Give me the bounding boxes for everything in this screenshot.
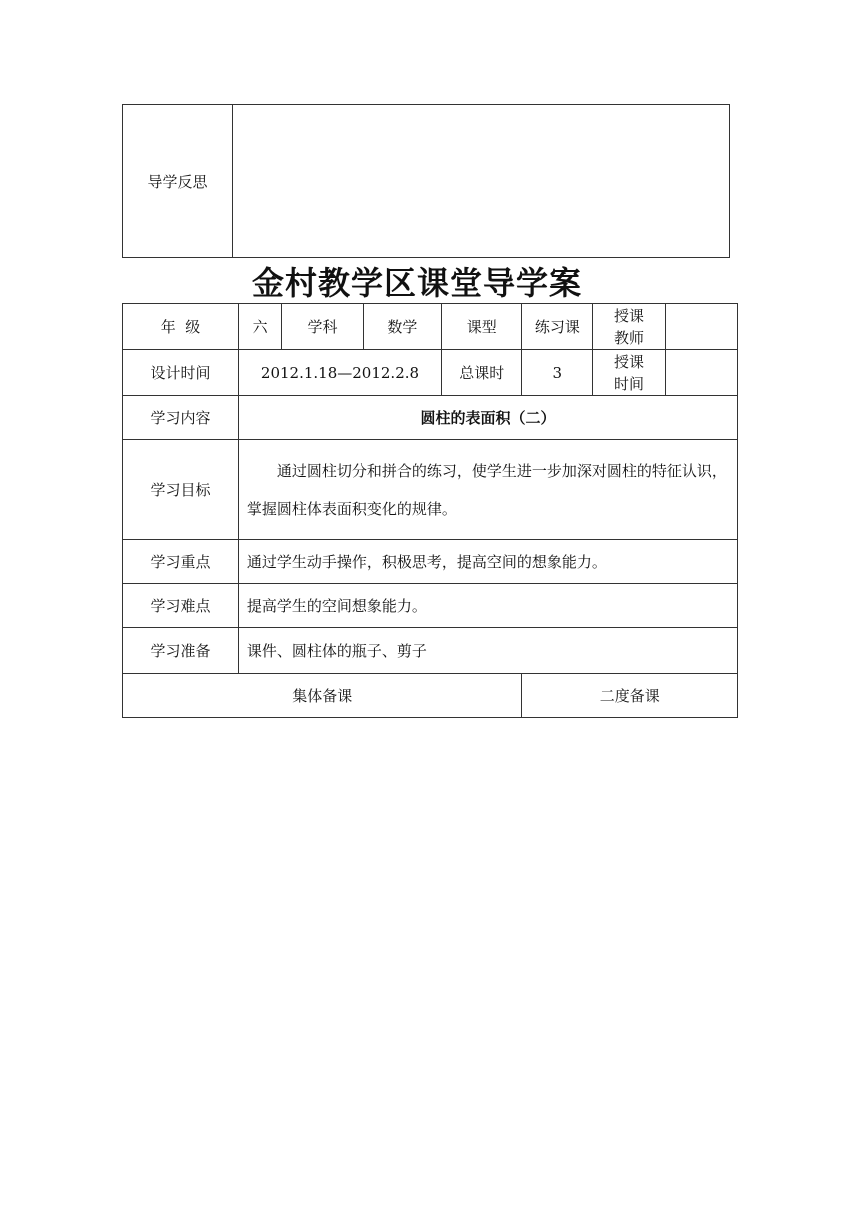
class-time-value [665, 350, 737, 396]
content-value: 圆柱的表面积（二） [238, 396, 737, 440]
difficulty-row [123, 584, 738, 628]
reflection-content [233, 105, 730, 258]
content-row [123, 396, 738, 440]
prep-label: 学习准备 [123, 628, 239, 674]
total-hours-label: 总课时 [442, 350, 522, 396]
reflection-label: 导学反思 [123, 105, 233, 258]
reflection-table [122, 104, 730, 258]
goal-row [123, 440, 738, 540]
prep-row [123, 628, 738, 674]
info-row-2 [123, 350, 738, 396]
grade-value: 六 [238, 304, 281, 350]
footer-row [123, 674, 738, 718]
class-time-label [593, 350, 666, 396]
goal-label: 学习目标 [123, 440, 239, 540]
info-row-1 [123, 304, 738, 350]
page-title: 金村教学区课堂导学案 [251, 264, 582, 302]
grade-label: 年 级 [123, 304, 239, 350]
content-label: 学习内容 [123, 396, 239, 440]
teacher-value [665, 304, 737, 350]
teacher-label [593, 304, 666, 350]
secondary-prep-header: 二度备课 [522, 674, 738, 718]
prep-value: 课件、圆柱体的瓶子、剪子 [238, 628, 737, 674]
teacher-label-line1: 授课 [613, 306, 644, 325]
difficulty-value: 提高学生的空间想象能力。 [238, 584, 737, 628]
goal-value [238, 440, 737, 540]
collective-prep-header: 集体备课 [123, 674, 522, 718]
lesson-type-label: 课型 [442, 304, 522, 350]
lesson-plan-table [122, 303, 738, 718]
lesson-type-value: 练习课 [522, 304, 593, 350]
total-hours-value: 3 [522, 350, 593, 396]
goal-text: 通过圆柱切分和拼合的练习，使学生进一步加深对圆柱的特征认识，掌握圆柱体表面积变化的规律。 [246, 461, 727, 518]
teacher-label-line2: 教师 [613, 328, 644, 347]
focus-label: 学习重点 [123, 540, 239, 584]
subject-value: 数学 [363, 304, 441, 350]
design-time-value: 2012.1.18—2012.2.8 [238, 350, 441, 396]
difficulty-label: 学习难点 [123, 584, 239, 628]
design-time-label: 设计时间 [123, 350, 239, 396]
focus-row [123, 540, 738, 584]
focus-value: 通过学生动手操作，积极思考，提高空间的想象能力。 [238, 540, 737, 584]
subject-label: 学科 [282, 304, 363, 350]
class-time-label-line2: 时间 [613, 374, 644, 393]
class-time-label-line1: 授课 [613, 352, 644, 371]
